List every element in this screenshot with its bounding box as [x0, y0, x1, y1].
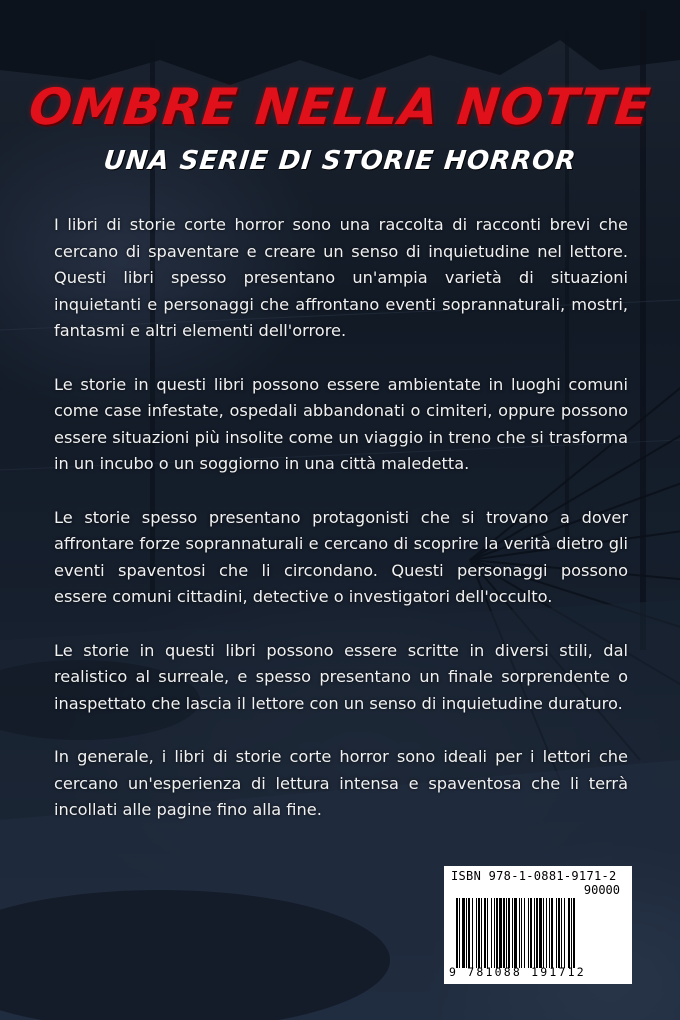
blurb-paragraph-4: Le storie in questi libri possono essere scritte in diversi stili, dal realistico al surreale, e spesso presentano un finale sorprendente o inaspettato che lascia il lettore con un senso di inquietudine duraturo. — [54, 640, 628, 713]
barcode-bar — [468, 898, 470, 968]
barcode-bar — [546, 898, 547, 968]
barcode-bar — [496, 898, 498, 968]
barcode-bar — [487, 898, 488, 968]
barcode-bar — [530, 898, 532, 968]
barcode-bar — [539, 898, 542, 968]
barcode-bar — [528, 898, 529, 968]
blurb-paragraph-2: Le storie in questi libri possono essere ambientate in luoghi comuni come case infestate, ospedali abbandonati o cimiteri, oppure possono essere situazioni più insolite come un viaggio in treno che si trasforma in un incubo o un soggiorno in una città maledetta. — [54, 374, 628, 473]
barcode-bar — [536, 898, 538, 968]
isbn-barcode — [444, 866, 632, 984]
barcode-bar — [564, 898, 565, 968]
barcode-bar — [494, 898, 495, 968]
barcode-bar — [561, 898, 562, 968]
barcode-bar — [456, 898, 458, 968]
barcode-bar — [506, 898, 507, 968]
barcode-bar — [549, 898, 550, 968]
barcode-bar — [519, 898, 520, 968]
price-code: 90000 — [583, 883, 620, 897]
blurb-text — [54, 212, 628, 851]
isbn-label: ISBN 978-1-0881-9171-2 — [451, 869, 617, 883]
barcode-digits: 9 781088 191712 — [449, 965, 586, 979]
barcode-bar — [551, 898, 553, 968]
barcode-bar — [499, 898, 502, 968]
barcode-bar — [514, 898, 517, 968]
blurb-paragraph-1: I libri di storie corte horror sono una raccolta di racconti brevi che cercano di spaventare e creare un senso di inquietudine nel lettore. Questi libri spesso presentano un'ampia varietà di situazioni inquietanti e personaggi che affrontano eventi soprannaturali, mostri, fantasmi e altri elementi dell'orrore. — [54, 215, 628, 340]
blurb-paragraph-5: In generale, i libri di storie corte horror sono ideali per i lettori che cercano un'esperienza di lettura intensa e spaventosa che li terrà incollati alle pagine fino alla fine. — [54, 747, 628, 819]
barcode-bar — [521, 898, 522, 968]
barcode-bar — [534, 898, 535, 968]
barcode-bar — [568, 898, 570, 968]
barcode-bar — [459, 898, 460, 968]
barcode-bar — [556, 898, 557, 968]
barcode-bar — [476, 898, 477, 968]
barcode-bar — [478, 898, 480, 968]
barcode-bar — [558, 898, 560, 968]
barcode-bar — [484, 898, 486, 968]
barcode-bar — [543, 898, 544, 968]
barcode-bar — [491, 898, 492, 968]
blurb-paragraph-3: Le storie spesso presentano protagonisti che si trovano a dover affrontare forze soprannaturali e cercano di scoprire la verità dietro gli eventi spaventosi che li circondano. Questi personaggi possono essere comuni cittadini, detective o investigatori dell'occulto. — [54, 507, 628, 606]
barcode-bar — [462, 898, 465, 968]
barcode-bar — [508, 898, 510, 968]
barcode-bar — [524, 898, 525, 968]
barcode-bar — [573, 898, 575, 968]
barcode-bar — [472, 898, 473, 968]
barcode-bar — [466, 898, 467, 968]
barcode-bars — [456, 898, 622, 968]
barcode-bar — [481, 898, 482, 968]
barcode-bar — [503, 898, 505, 968]
barcode-bar — [512, 898, 513, 968]
barcode-bar — [571, 898, 572, 968]
book-title: OMBRE NELLA NOTTE — [26, 78, 654, 136]
book-subtitle: UNA SERIE DI STORIE HORROR — [102, 146, 578, 176]
